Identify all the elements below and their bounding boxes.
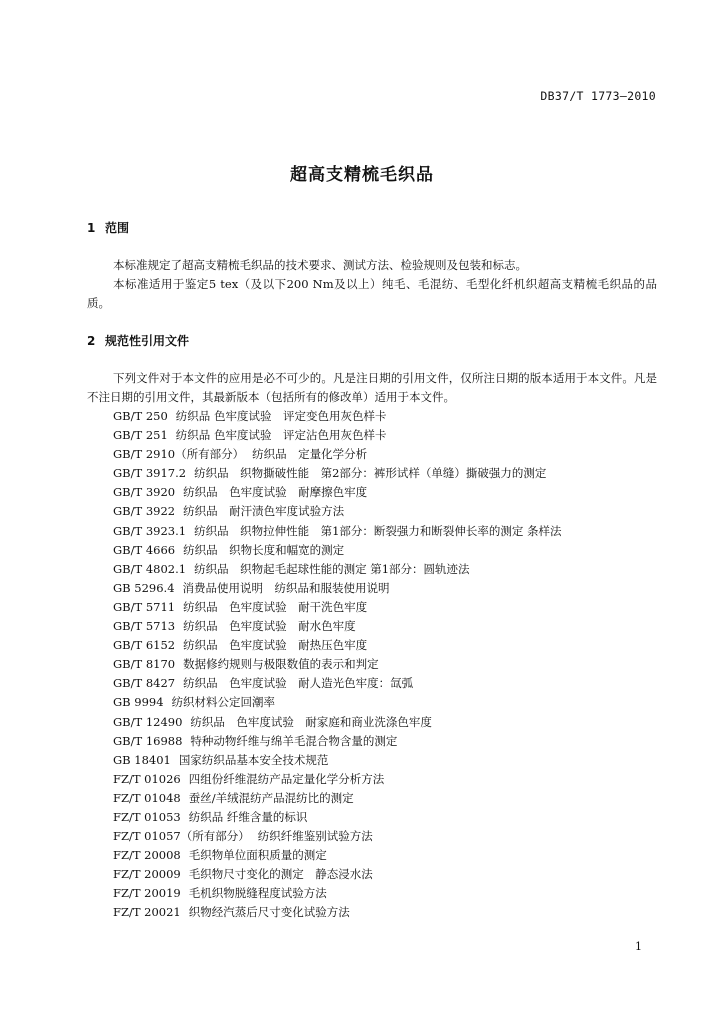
reference-item [113, 751, 562, 770]
reference-item [113, 541, 562, 560]
reference-item [113, 789, 562, 808]
reference-item [113, 827, 562, 846]
reference-item [113, 636, 562, 655]
section-number: 1 [87, 221, 96, 235]
standard-code: DB37/T 1773—2010 [540, 89, 656, 103]
reference-code: FZ/T 01048 [113, 790, 181, 805]
reference-code: FZ/T 20008 [113, 848, 181, 863]
reference-title: 纺织品 色牢度试验 耐水色牢度 [183, 619, 356, 634]
reference-code: FZ/T 01057（所有部分） [113, 829, 250, 844]
reference-code: GB/T 2910（所有部分） [113, 447, 245, 462]
reference-code: GB/T 251 [113, 428, 168, 443]
section-number: 2 [87, 334, 96, 348]
reference-item [113, 732, 562, 751]
reference-item [113, 445, 562, 464]
reference-item [113, 846, 562, 865]
section-heading-scope [87, 219, 129, 236]
reference-title: 纺织品 纤维含量的标识 [188, 809, 308, 824]
reference-item [113, 903, 562, 922]
scope-paragraph-2: 本标准适用于鉴定5 tex（及以下200 Nm及以上）纯毛、毛混纺、毛型化纤机织超高支精梳毛织品的品质。 [87, 277, 657, 310]
reference-code: FZ/T 01026 [113, 771, 181, 786]
reference-item [113, 808, 562, 827]
reference-title: 纺织品 色牢度试验 评定变色用灰色样卡 [175, 409, 387, 423]
reference-item [113, 693, 562, 712]
reference-title: 纺织品 色牢度试验 耐热压色牢度 [183, 638, 368, 653]
reference-item [113, 865, 562, 884]
reference-title: 纺织品 耐汗渍色牢度试验方法 [183, 504, 345, 519]
reference-item [113, 674, 562, 693]
reference-title: 毛织物尺寸变化的测定 静态浸水法 [188, 867, 373, 882]
page-number: 1 [635, 940, 642, 953]
section-title: 范围 [105, 221, 130, 235]
reference-title: 纺织品 织物撕破性能 第2部分：裤形试样（单缝）撕破强力的测定 [194, 466, 547, 481]
reference-title: 四组份纤维混纺产品定量化学分析方法 [188, 771, 385, 786]
reference-code: GB/T 3923.1 [113, 523, 187, 538]
reference-title: 纺织品 织物拉伸性能 第1部分：断裂强力和断裂伸长率的测定 条样法 [194, 523, 562, 538]
reference-title: 纺织品 织物长度和幅宽的测定 [183, 542, 345, 557]
reference-title: 纺织品 色牢度试验 耐摩擦色牢度 [183, 485, 368, 500]
reference-code: GB/T 3917.2 [113, 466, 187, 481]
reference-code: GB/T 3920 [113, 485, 176, 500]
reference-code: FZ/T 20019 [113, 886, 181, 901]
scope-paragraph-1: 本标准规定了超高支精梳毛织品的技术要求、测试方法、检验规则及包装和标志。 [113, 258, 527, 272]
reference-title: 纺织品 色牢度试验 耐家庭和商业洗涤色牢度 [190, 714, 432, 729]
reference-title: 纺织品 定量化学分析 [252, 447, 368, 462]
reference-item [113, 617, 562, 636]
reference-title: 蚕丝/羊绒混纺产品混纺比的测定 [188, 790, 354, 805]
reference-item [113, 426, 562, 445]
reference-code: GB/T 12490 [113, 714, 183, 729]
reference-code: GB 9994 [113, 695, 164, 710]
reference-code: GB 5296.4 [113, 580, 175, 595]
reference-code: GB/T 6152 [113, 638, 176, 653]
reference-item [113, 560, 562, 579]
reference-list [113, 407, 562, 923]
reference-code: FZ/T 01053 [113, 809, 181, 824]
reference-title: 纺织纤维鉴别试验方法 [257, 829, 373, 844]
reference-title: 国家纺织品基本安全技术规范 [178, 752, 329, 767]
reference-code: GB/T 5713 [113, 619, 176, 634]
reference-code: GB/T 250 [113, 409, 168, 423]
section-title: 规范性引用文件 [105, 334, 190, 348]
references-intro-paragraph: 下列文件对于本文件的应用是必不可少的。凡是注日期的引用文件，仅所注日期的版本适用于本文件。凡是不注日期的引用文件，其最新版本（包括所有的修改单）适用于本文件。 [87, 371, 657, 404]
reference-item [113, 770, 562, 789]
reference-code: GB/T 4802.1 [113, 561, 187, 576]
reference-code: GB/T 5711 [113, 599, 176, 614]
reference-title: 纺织品 色牢度试验 耐人造光色牢度：氙弧 [183, 676, 414, 691]
reference-item [113, 464, 562, 483]
reference-item [113, 483, 562, 502]
reference-title: 纺织材料公定回潮率 [171, 695, 276, 710]
reference-title: 纺织品 织物起毛起球性能的测定 第1部分：圆轨迹法 [194, 561, 470, 576]
reference-code: FZ/T 20021 [113, 905, 181, 920]
reference-code: FZ/T 20009 [113, 867, 181, 882]
reference-title: 消费品使用说明 纺织品和服装使用说明 [182, 580, 390, 595]
reference-code: GB/T 3922 [113, 504, 176, 519]
reference-title: 织物经汽蒸后尺寸变化试验方法 [188, 905, 350, 920]
section-heading-normative-references [87, 332, 189, 349]
reference-item [113, 579, 562, 598]
reference-item [113, 884, 562, 903]
reference-title: 数据修约规则与极限数值的表示和判定 [183, 657, 379, 672]
reference-item [113, 522, 562, 541]
reference-code: GB 18401 [113, 752, 171, 767]
reference-title: 纺织品 色牢度试验 耐干洗色牢度 [183, 599, 368, 614]
reference-item [113, 502, 562, 521]
reference-title: 纺织品 色牢度试验 评定沾色用灰色样卡 [175, 428, 387, 443]
reference-title: 特种动物纤维与绵羊毛混合物含量的测定 [190, 733, 398, 748]
reference-title: 毛机织物脱缝程度试验方法 [188, 886, 327, 901]
reference-item [113, 713, 562, 732]
reference-code: GB/T 8170 [113, 657, 176, 672]
reference-code: GB/T 4666 [113, 542, 176, 557]
reference-code: GB/T 16988 [113, 733, 183, 748]
document-title: 超高支精梳毛织品 [290, 165, 434, 185]
reference-item [113, 655, 562, 674]
reference-item [113, 598, 562, 617]
reference-item [113, 407, 562, 426]
reference-title: 毛织物单位面积质量的测定 [188, 848, 327, 863]
reference-code: GB/T 8427 [113, 676, 176, 691]
